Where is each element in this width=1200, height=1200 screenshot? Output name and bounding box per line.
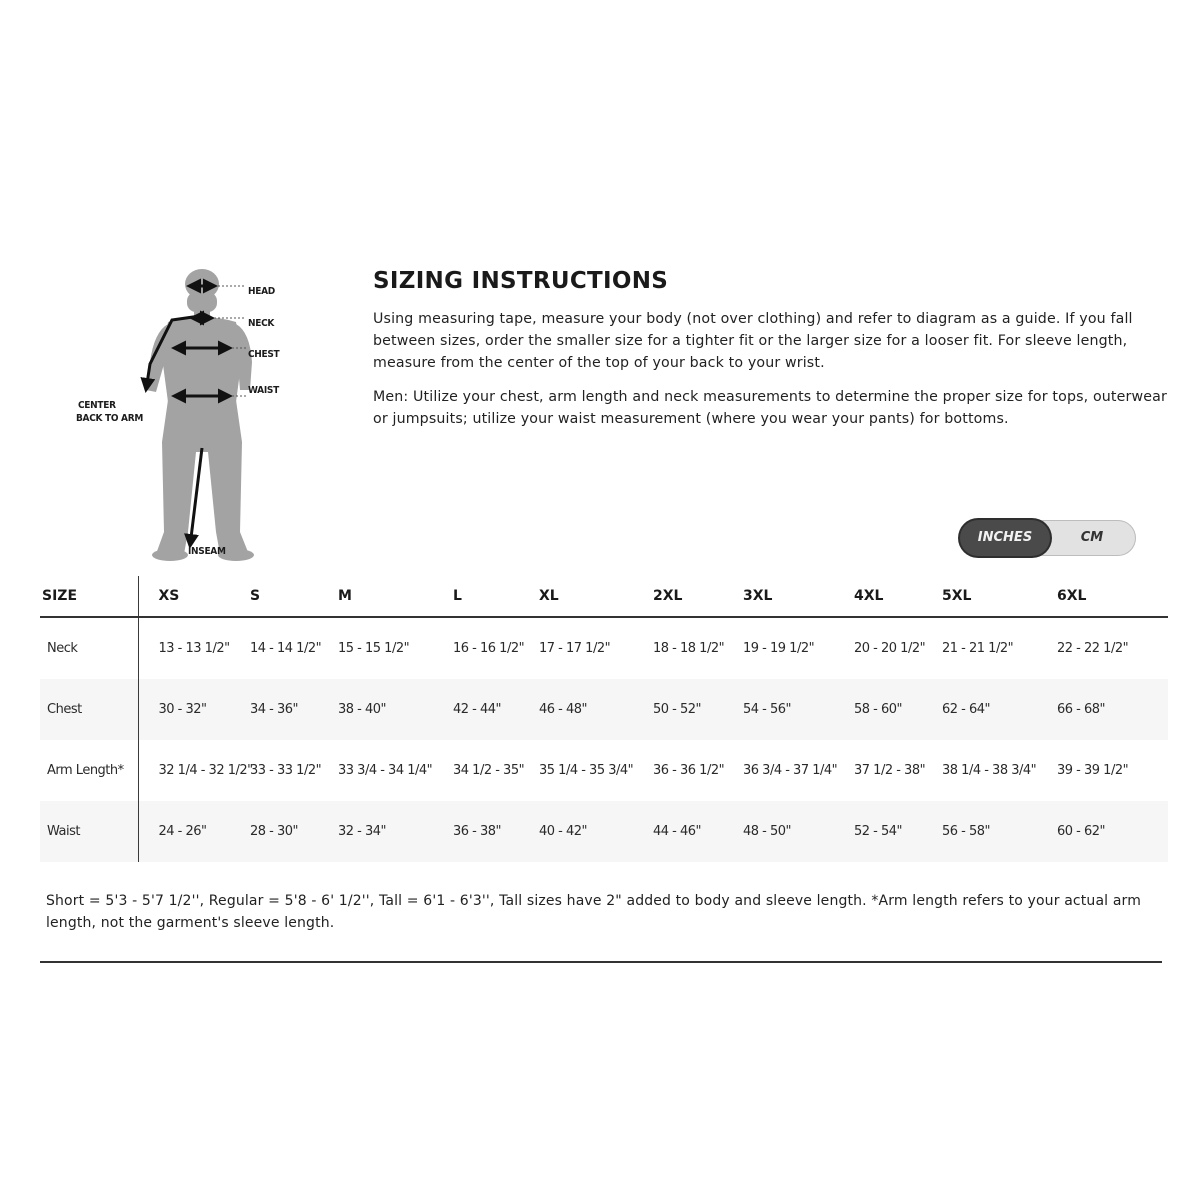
table-cell: 34 - 36" [250,679,338,740]
instructions-paragraph-general: Using measuring tape, measure your body (not over clothing) and refer to diagram as a guide. If you fall between sizes, order the smaller size for a tighter fit or the larger size for a looser fit. For sleeve length, measure from the center of the top of your back to your wrist. [373,311,1133,371]
table-row-waist [40,801,1168,862]
table-row-arm-length [40,740,1168,801]
size-header: 2XL [653,576,743,617]
row-label: Neck [40,617,138,679]
table-cell: 20 - 20 1/2" [854,641,926,656]
table-cell: 34 1/2 - 35" [453,763,525,778]
table-cell: 14 - 14 1/2" [250,641,322,656]
table-cell: 66 - 68" [1057,679,1168,740]
table-cell: 33 - 33 1/2" [250,763,322,778]
unit-toggle[interactable] [960,520,1136,556]
row-label: Waist [40,801,138,862]
size-table [40,576,1168,862]
table-row-chest [40,679,1168,740]
table-cell: 48 - 50" [743,801,854,862]
sizing-instructions [373,268,1173,442]
table-cell: 22 - 22 1/2" [1057,641,1129,656]
table-cell: 24 - 26" [138,801,250,862]
table-cell: 58 - 60" [854,679,942,740]
table-cell: 46 - 48" [539,679,653,740]
table-cell: 32 - 34" [338,801,453,862]
center-label-line1: CENTER [78,400,116,411]
table-cell: 36 3/4 - 37 1/4" [743,763,838,778]
table-cell: 21 - 21 1/2" [942,641,1014,656]
size-header: 4XL [854,576,942,617]
size-chart [40,576,1168,862]
row-label: Chest [40,679,138,740]
bottom-divider [40,961,1162,963]
size-header: 3XL [743,576,854,617]
neck-label: NECK [248,318,275,329]
table-row-neck [40,617,1168,679]
center-label-line2: BACK TO ARM [76,413,143,424]
table-cell: 39 - 39 1/2" [1057,763,1129,778]
table-cell: 62 - 64" [942,679,1057,740]
measurement-diagram [70,262,310,572]
table-cell: 18 - 18 1/2" [653,641,725,656]
table-cell: 42 - 44" [453,679,539,740]
table-cell: 33 3/4 - 34 1/4" [338,763,433,778]
table-cell: 56 - 58" [942,801,1057,862]
size-header: XS [138,576,250,617]
table-cell: 32 1/4 - 32 1/2" [158,763,253,778]
instructions-title: SIZING INSTRUCTIONS [373,268,669,294]
row-label: Arm Length* [40,740,138,801]
table-cell: 30 - 32" [138,679,250,740]
waist-label: WAIST [248,385,279,396]
table-cell: 36 - 38" [453,801,539,862]
table-cell: 13 - 13 1/2" [158,641,230,656]
table-cell: 28 - 30" [250,801,338,862]
table-cell: 52 - 54" [854,801,942,862]
table-cell: 38 - 40" [338,679,453,740]
size-header-corner: SIZE [40,576,138,617]
instructions-paragraph-men: Men: Utilize your chest, arm length and neck measurements to determine the proper size for tops, outerwear or jumpsuits; utilize your waist measurement (where you wear your pants) for bottoms. [373,389,1167,427]
table-cell: 35 1/4 - 35 3/4" [539,763,634,778]
table-cell: 15 - 15 1/2" [338,641,410,656]
head-label: HEAD [248,286,275,297]
unit-option-cm[interactable]: CM [1080,530,1104,545]
unit-option-inches[interactable]: INCHES [960,520,1050,556]
size-header: L [453,576,539,617]
table-cell: 17 - 17 1/2" [539,641,611,656]
size-header: 6XL [1057,576,1168,617]
table-cell: 50 - 52" [653,679,743,740]
size-header: M [338,576,453,617]
table-cell: 60 - 62" [1057,801,1168,862]
sizing-footnote: Short = 5'3 - 5'7 1/2'', Regular = 5'8 - 6' 1/2'', Tall = 6'1 - 6'3'', Tall sizes have 2" added to body and sleeve length. *Arm length refers to your actual arm length, not the garment's sleeve length. [46,893,1141,931]
size-header-row [40,576,1168,617]
inseam-label: INSEAM [188,546,226,557]
table-cell: 44 - 46" [653,801,743,862]
size-header: XL [539,576,653,617]
table-cell: 38 1/4 - 38 3/4" [942,763,1037,778]
chest-label: CHEST [248,349,280,360]
table-cell: 19 - 19 1/2" [743,641,815,656]
table-cell: 16 - 16 1/2" [453,641,525,656]
size-header: 5XL [942,576,1057,617]
table-cell: 40 - 42" [539,801,653,862]
table-cell: 54 - 56" [743,679,854,740]
table-cell: 36 - 36 1/2" [653,763,725,778]
size-header: S [250,576,338,617]
table-cell: 37 1/2 - 38" [854,763,926,778]
